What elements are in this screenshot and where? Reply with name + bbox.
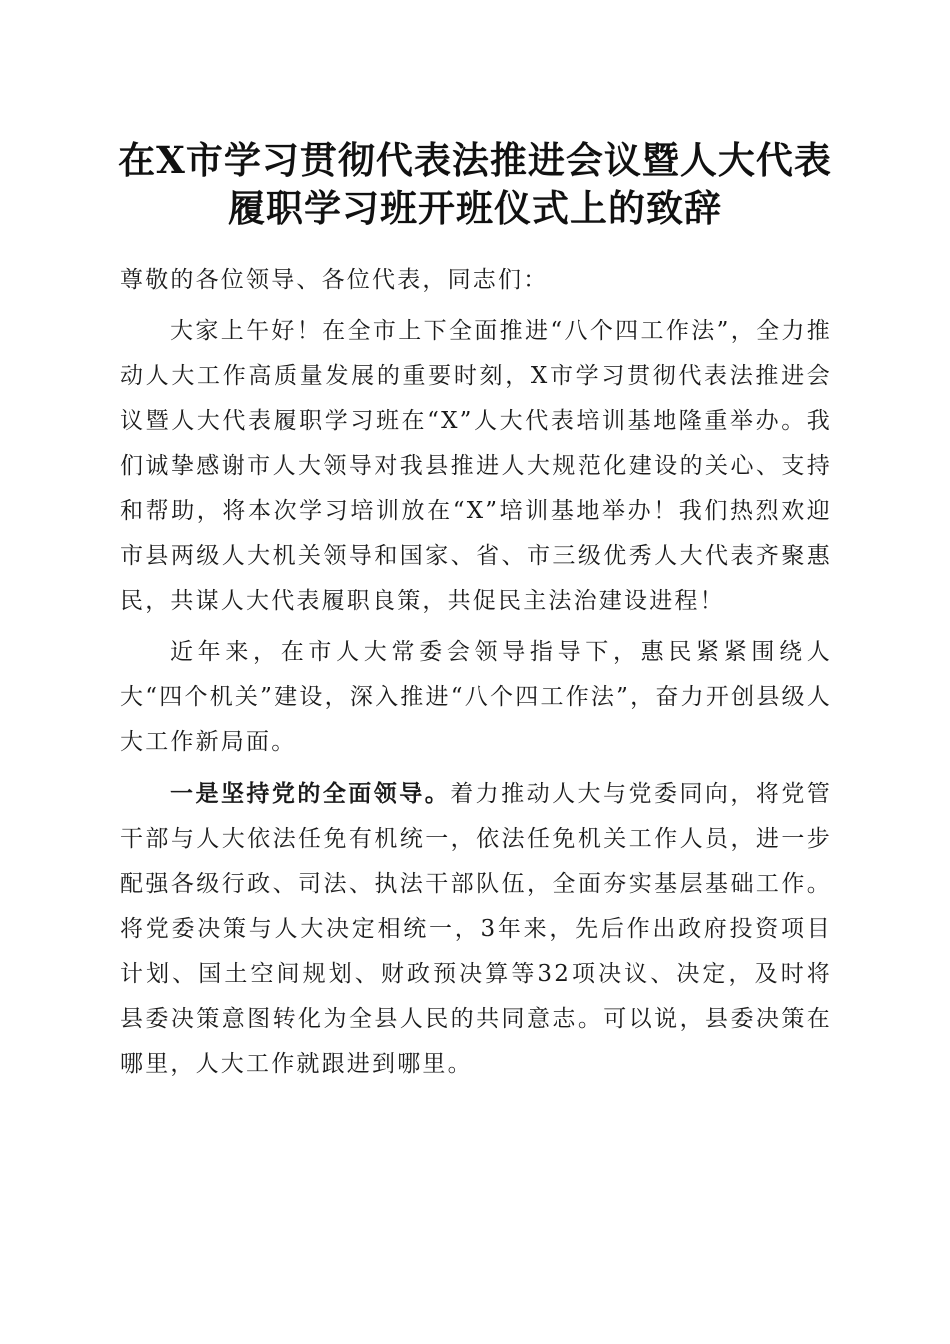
salutation: 尊敬的各位领导、各位代表，同志们： [120,267,549,293]
paragraph-opening: 大家上午好！在全市上下全面推进“八个四工作法”，全力推动人大工作高质量发展的重要时刻，X市学习贯彻代表法推进会议暨人大代表履职学习班在“X”人大代表培训基地隆重举办。我们诚挚感谢市人大领导对我县推进人大规范化建设的关心、支持和帮助，将本次学习培训放在“X”培训基地举办！我们热烈欢迎市县两级人大机关领导和国家、省、市三级优秀人大代表齐聚惠民，共谋人大代表履职良策，共促民主法治建设进程！ [120,318,832,614]
paragraph-recent-years: 近年来，在市人大常委会领导指导下，惠民紧紧围绕人大“四个机关”建设，深入推进“八个四工作法”，奋力开创县级人大工作新局面。 [120,639,832,755]
paragraph-party-leadership-text: 着力推动人大与党委同向，将党管干部与人大依法任免有机统一，依法任免机关工作人员，进一步配强各级行政、司法、执法干部队伍，全面夯实基层基础工作。将党委决策与人大决定相统一，3年来，先后作出政府投资项目计划、国土空间规划、财政预决算等32项决议、决定，及时将县委决策意图转化为全县人民的共同意志。可以说，县委决策在哪里，人大工作就跟进到哪里。 [120,781,833,1077]
document-title-line-2: 履职学习班开班仪式上的致辞 [228,186,722,230]
document-body [120,258,832,1087]
paragraph-party-leadership [120,771,832,1087]
document-title-line-1: 在X市学习贯彻代表法推进会议暨人大代表 [118,138,832,182]
paragraph-lead-heading: 一是坚持党的全面领导。 [170,780,451,807]
